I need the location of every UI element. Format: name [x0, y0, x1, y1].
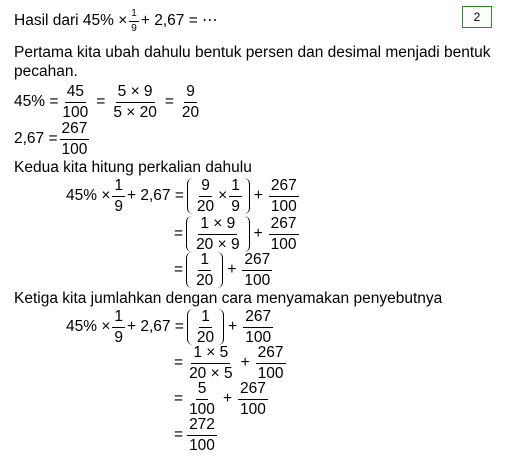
step1-text-line2: pecahan.: [14, 63, 78, 80]
parenthesis-group: [187, 309, 224, 345]
step3-line3: = $\frac{5}{100}$ + $\frac{267}{100}$: [174, 380, 266, 418]
fraction: $\frac{267}{100}$: [257, 344, 284, 382]
step3-text: Ketiga kita jumlahkan dengan cara menyamakan penyebutnya: [14, 290, 443, 307]
step3-line1: 45% × $\frac{1}{9}$ + 2,67 = $\frac{1}{20}$ + $\frac{267}{100}$: [66, 308, 272, 346]
parenthesis-group: [186, 216, 250, 252]
step2-text: Kedua kita hitung perkalian dahulu: [14, 159, 252, 176]
fraction: $\frac{272}{100}$: [189, 416, 215, 454]
fraction: $\frac{267}{100}$: [61, 120, 88, 158]
fraction: $\frac{1}{20}$: [196, 308, 215, 346]
page-number-badge: 2: [462, 6, 492, 28]
fraction: $\frac{1}{9}$: [231, 177, 240, 215]
fraction: $\frac{5}{100}$: [189, 380, 215, 418]
question-fraction: $\frac{1}{9}$: [131, 7, 137, 34]
fraction: $\frac{1}{9}$: [114, 308, 124, 346]
step2-line2: = $\frac{1 \times 9}{20 \times 9}$ + $\frac{267}{100}$: [174, 215, 297, 253]
parenthesis-group: $\frac{9}{20}$ × $\frac{1}{9}$: [187, 178, 250, 214]
step3-line2: = $\frac{1 \times 5}{20 \times 5}$ + $\frac{267}{100}$: [174, 344, 284, 382]
fraction: $\frac{267}{100}$: [245, 308, 272, 346]
fraction: $\frac{1 \times 9}{20 \times 9}$: [196, 215, 240, 253]
fraction: $\frac{1}{9}$: [114, 177, 124, 215]
parenthesis-group: [186, 252, 223, 288]
fraction: $\frac{267}{100}$: [240, 380, 266, 418]
step1-equation-percent: 45% = $\frac{45}{100}$ = $\frac{5 \times 9}{5 \times 20}$ = $\frac{9}{20}$: [14, 83, 200, 121]
step3-line4: = $\frac{272}{100}$: [174, 416, 215, 454]
question-suffix: + 2,67 = ⋯: [140, 12, 218, 30]
fraction: $\frac{267}{100}$: [270, 177, 297, 215]
fraction: $\frac{5 \times 9}{5 \times 20}$: [113, 83, 157, 121]
fraction: $\frac{267}{100}$: [270, 215, 297, 253]
fraction: $\frac{9}{20}$: [196, 177, 215, 215]
step2-line1: 45% × $\frac{1}{9}$ + 2,67 = $\frac{9}{20}$ × $\frac{1}{9}$ + $\frac{267}{100}$: [66, 177, 297, 215]
step2-line3: = $\frac{1}{20}$ + $\frac{267}{100}$: [174, 251, 271, 289]
fraction: $\frac{1}{20}$: [196, 251, 214, 289]
question-line: [14, 7, 218, 35]
fraction: $\frac{45}{100}$: [62, 83, 89, 121]
step1-equation-decimal: 2,67 = $\frac{267}{100}$: [14, 120, 88, 158]
fraction: $\frac{267}{100}$: [244, 251, 271, 289]
step1-text-line1: Pertama kita ubah dahulu bentuk persen dan desimal menjadi bentuk: [14, 44, 491, 61]
question-prefix: Hasil dari 45% ×: [14, 12, 128, 30]
fraction: $\frac{9}{20}$: [181, 83, 200, 121]
fraction: $\frac{1 \times 5}{20 \times 5}$: [189, 344, 233, 382]
